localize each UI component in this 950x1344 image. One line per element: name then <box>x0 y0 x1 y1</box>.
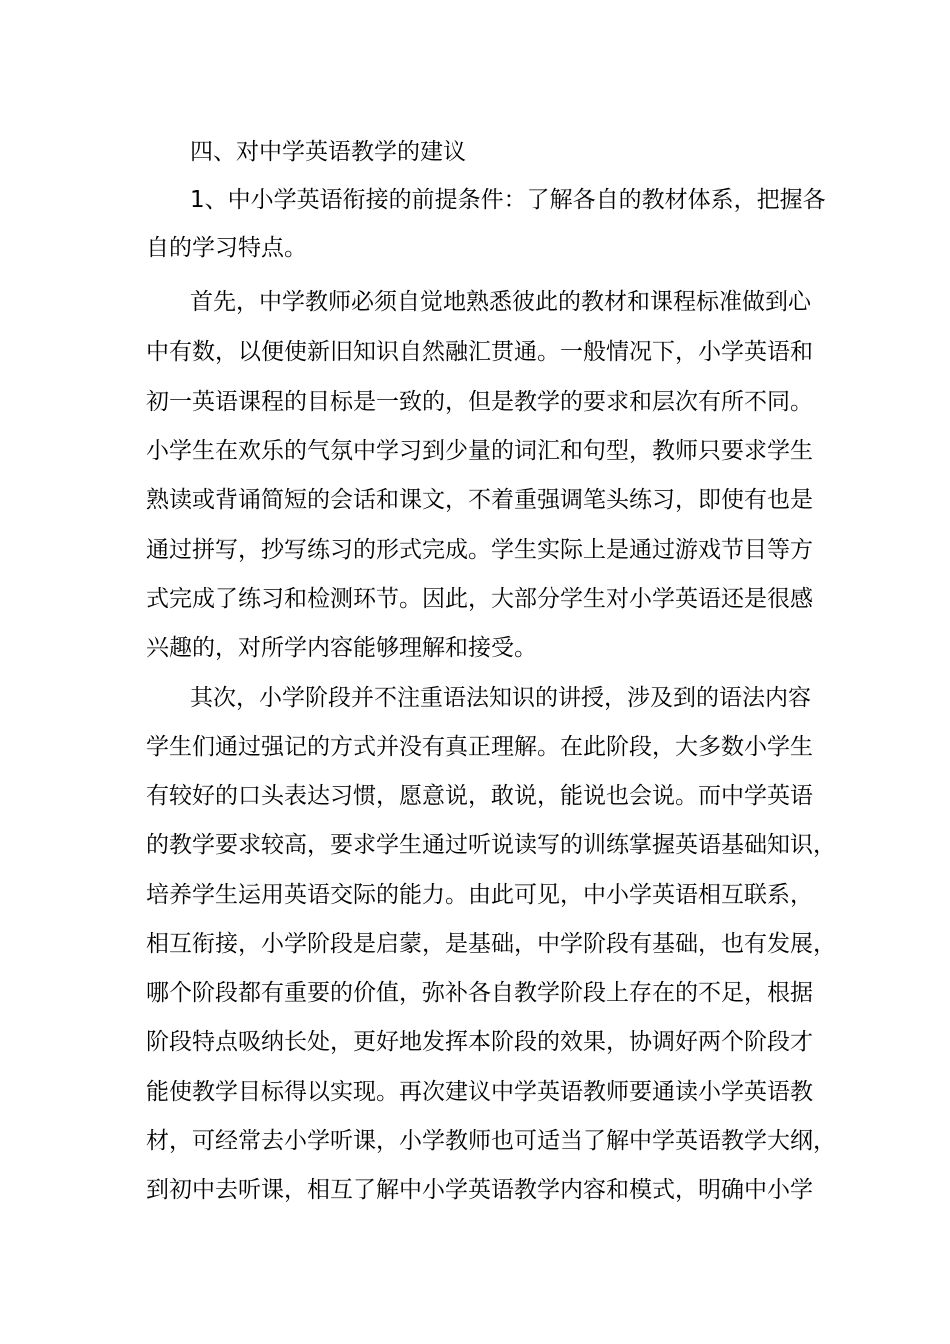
paragraph-line: 首先，中学教师必须自觉地熟悉彼此的教材和课程标准做到心 <box>190 289 811 315</box>
paragraph-line: 相互衔接，小学阶段是启蒙，是基础，中学阶段有基础，也有发展， <box>146 931 836 957</box>
paragraph-line: 式完成了练习和检测环节。因此，大部分学生对小学英语还是很感 <box>146 586 813 612</box>
section-heading: 四、对中学英语教学的建议 <box>190 139 466 165</box>
paragraph-line: 阶段特点吸纳长处，更好地发挥本阶段的效果，协调好两个阶段才 <box>146 1029 813 1055</box>
paragraph-line: 熟读或背诵简短的会话和课文，不着重强调笔头练习，即使有也是 <box>146 487 813 513</box>
paragraph-line: 哪个阶段都有重要的价值，弥补各自教学阶段上存在的不足，根据 <box>146 980 813 1006</box>
paragraph-line: 兴趣的，对所学内容能够理解和接受。 <box>146 635 537 661</box>
paragraph-line: 小学生在欢乐的气氛中学习到少量的词汇和句型，教师只要求学生 <box>146 438 813 464</box>
paragraph-line: 有较好的口头表达习惯，愿意说，敢说，能说也会说。而中学英语 <box>146 783 813 809</box>
paragraph-line: 中有数，以便使新旧知识自然融汇贯通。一般情况下，小学英语和 <box>146 339 813 365</box>
paragraph-line: 到初中去听课，相互了解中小学英语教学内容和模式，明确中小学 <box>146 1177 813 1203</box>
paragraph-line: 材，可经常去小学听课，小学教师也可适当了解中学英语教学大纲， <box>146 1128 836 1154</box>
paragraph-line: 的教学要求较高，要求学生通过听说读写的训练掌握英语基础知识， <box>146 832 836 858</box>
paragraph-line: 其次，小学阶段并不注重语法知识的讲授，涉及到的语法内容 <box>190 685 811 711</box>
paragraph-line: 能使教学目标得以实现。再次建议中学英语教师要通读小学英语教 <box>146 1079 813 1105</box>
paragraph-line: 自的学习特点。 <box>146 235 307 261</box>
paragraph-line: 1、中小学英语衔接的前提条件：了解各自的教材体系，把握各 <box>190 187 826 213</box>
paragraph-line: 学生们通过强记的方式并没有真正理解。在此阶段，大多数小学生 <box>146 734 813 760</box>
paragraph-line: 通过拼写，抄写练习的形式完成。学生实际上是通过游戏节目等方 <box>146 537 813 563</box>
paragraph-line: 初一英语课程的目标是一致的，但是教学的要求和层次有所不同。 <box>146 389 813 415</box>
paragraph-line: 培养学生运用英语交际的能力。由此可见，中小学英语相互联系， <box>146 882 813 908</box>
